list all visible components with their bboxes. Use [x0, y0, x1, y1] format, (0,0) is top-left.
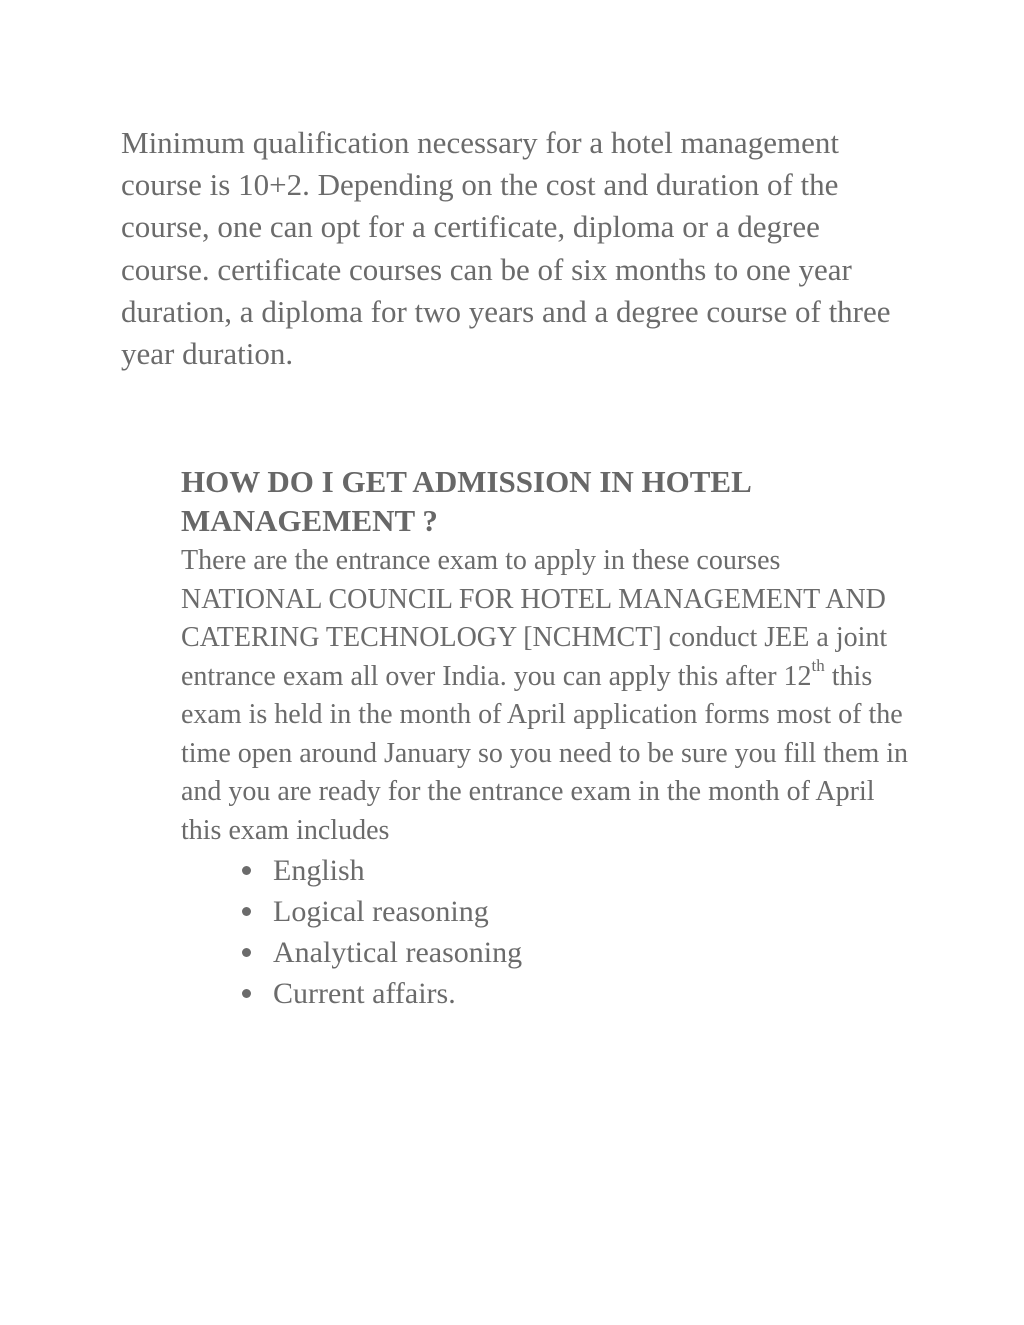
body-text-part-1: There are the entrance exam to apply in these courses NATIONAL COUNCIL FOR HOTEL MANAGEMENT AND CATERING TECHNOLOGY [NCHMCT] conduct JEE a joint entrance exam all over India. you can apply this after 12: [181, 545, 888, 692]
admission-section: [181, 462, 911, 1014]
list-item: [242, 891, 911, 932]
exam-subjects-list: [181, 850, 911, 1014]
list-item-label: Current affairs.: [273, 977, 456, 1010]
list-item: [242, 850, 911, 891]
bullet-icon: [242, 907, 251, 916]
body-text-part-2: this exam is held in the month of April application forms most of the time open around January so you need to be sure you fill them in and you are ready for the entrance exam in the month of April this exam includes: [181, 660, 909, 846]
section-body: [181, 542, 911, 850]
intro-paragraph: Minimum qualification necessary for a hotel management course is 10+2. Depending on the cost and duration of the course, one can opt for a certificate, diploma or a degree course. certificate courses can be of six months to one year duration, a diploma for two years and a degree course of three year duration.: [121, 125, 891, 372]
section-heading: HOW DO I GET ADMISSION IN HOTEL MANAGEMENT ?: [181, 464, 751, 538]
bullet-icon: [242, 948, 251, 957]
bullet-icon: [242, 866, 251, 875]
list-item: [242, 932, 911, 973]
list-item-label: Logical reasoning: [273, 895, 489, 928]
list-item-label: English: [273, 854, 365, 887]
ordinal-superscript: th: [811, 656, 825, 676]
list-item-label: Analytical reasoning: [273, 936, 523, 969]
bullet-icon: [242, 989, 251, 998]
list-item: [242, 973, 911, 1014]
